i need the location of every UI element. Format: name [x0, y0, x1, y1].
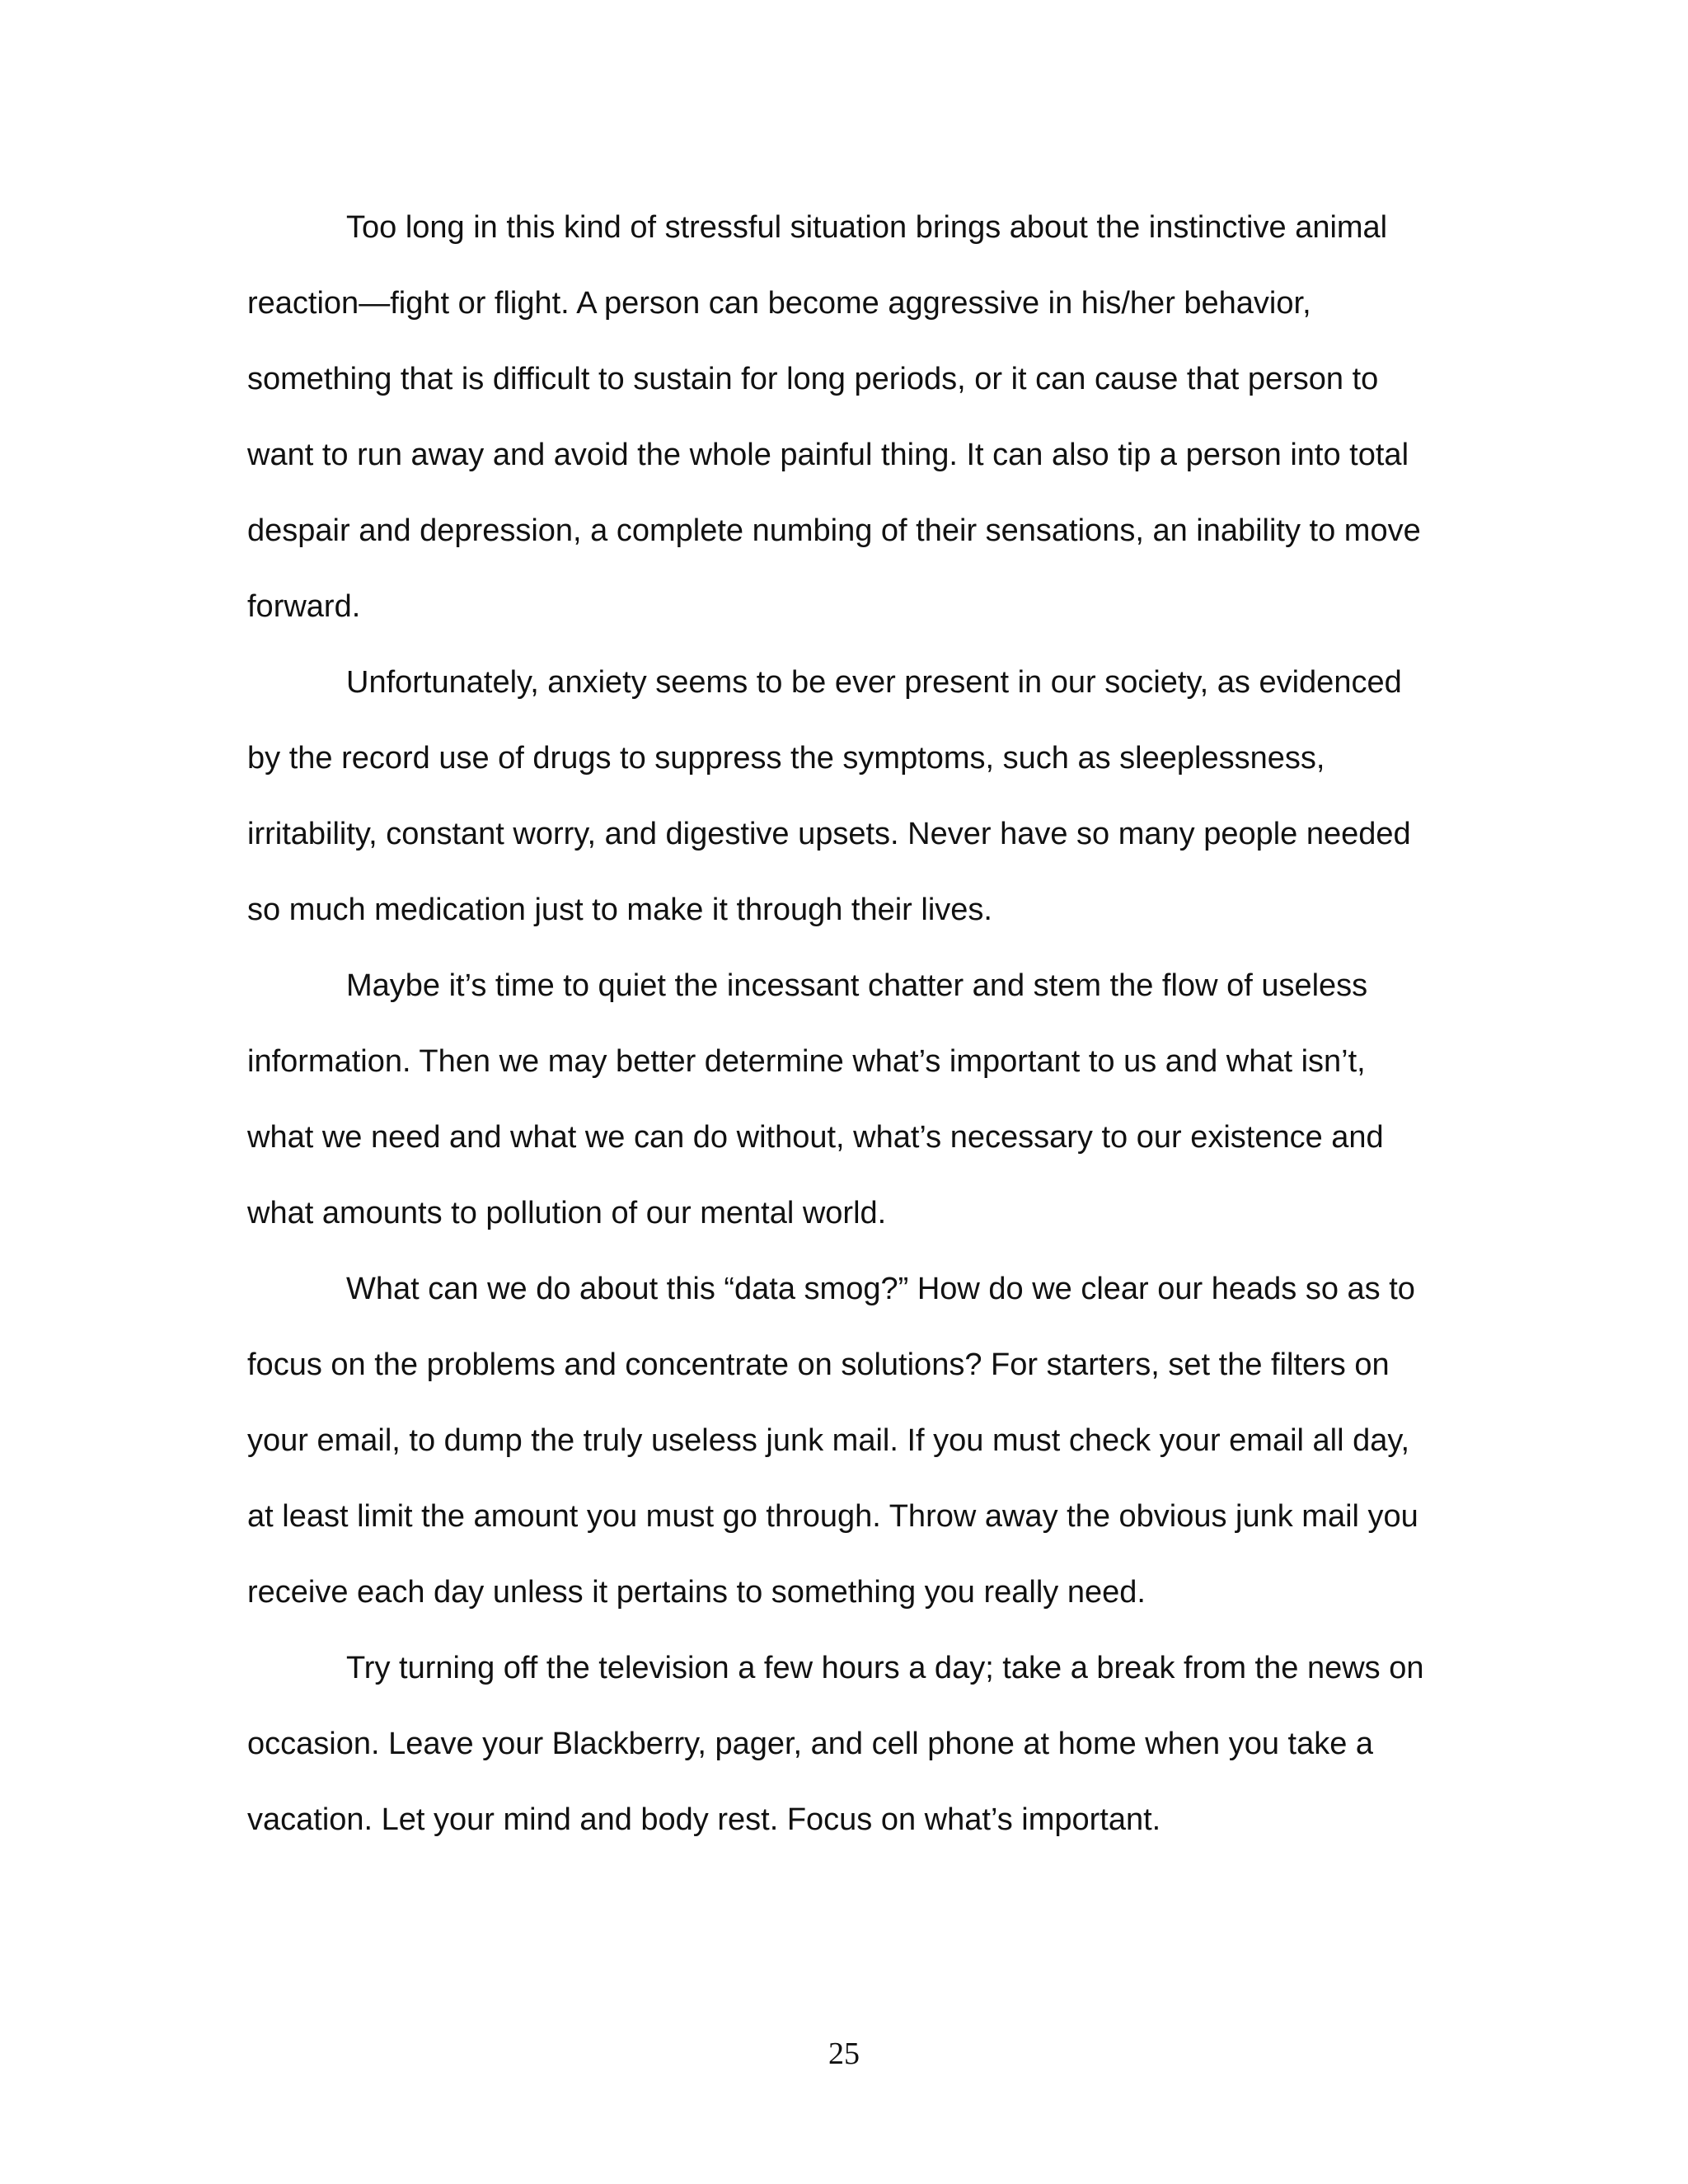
body-text — [247, 190, 1434, 1858]
paragraph: Unfortunately, anxiety seems to be ever present in our society, as evidenced by the record use of drugs to suppress the symptoms, such as sleeplessness, irritability, constant worry, and digestive upsets. Never have so many people needed so much medication just to make it through their lives. — [247, 665, 1411, 927]
paragraph: Maybe it’s time to quiet the incessant chatter and stem the flow of useless information. Then we may better determine what’s important to us and what isn’t, what we need and what we can do without, what’s necessary to our existence and what amounts to pollution of our mental world. — [247, 968, 1384, 1230]
paragraph: What can we do about this “data smog?” How do we clear our heads so as to focus on the problems and concentrate on solutions? For starters, set the filters on your email, to dump the truly useless junk mail. If you must check your email all day, at least limit the amount you must go through. Throw away the obvious junk mail you receive each day unless it pertains to something you really need. — [247, 1272, 1418, 1610]
paragraph: Too long in this kind of stressful situation brings about the instinctive animal reaction—fight or flight. A person can become aggressive in his/her behavior, something that is difficult to sustain for long periods, or it can cause that person to want to run away and avoid the whole painful thing. It can also tip a person into total despair and depression, a complete numbing of their sensations, an inability to move forward. — [247, 210, 1421, 624]
paragraph: Try turning off the television a few hours a day; take a break from the news on occasion. Leave your Blackberry, pager, and cell phone at home when you take a vacation. Let your mind and body rest. Focus on what’s important. — [247, 1651, 1424, 1837]
page-number: 25 — [828, 2036, 860, 2071]
